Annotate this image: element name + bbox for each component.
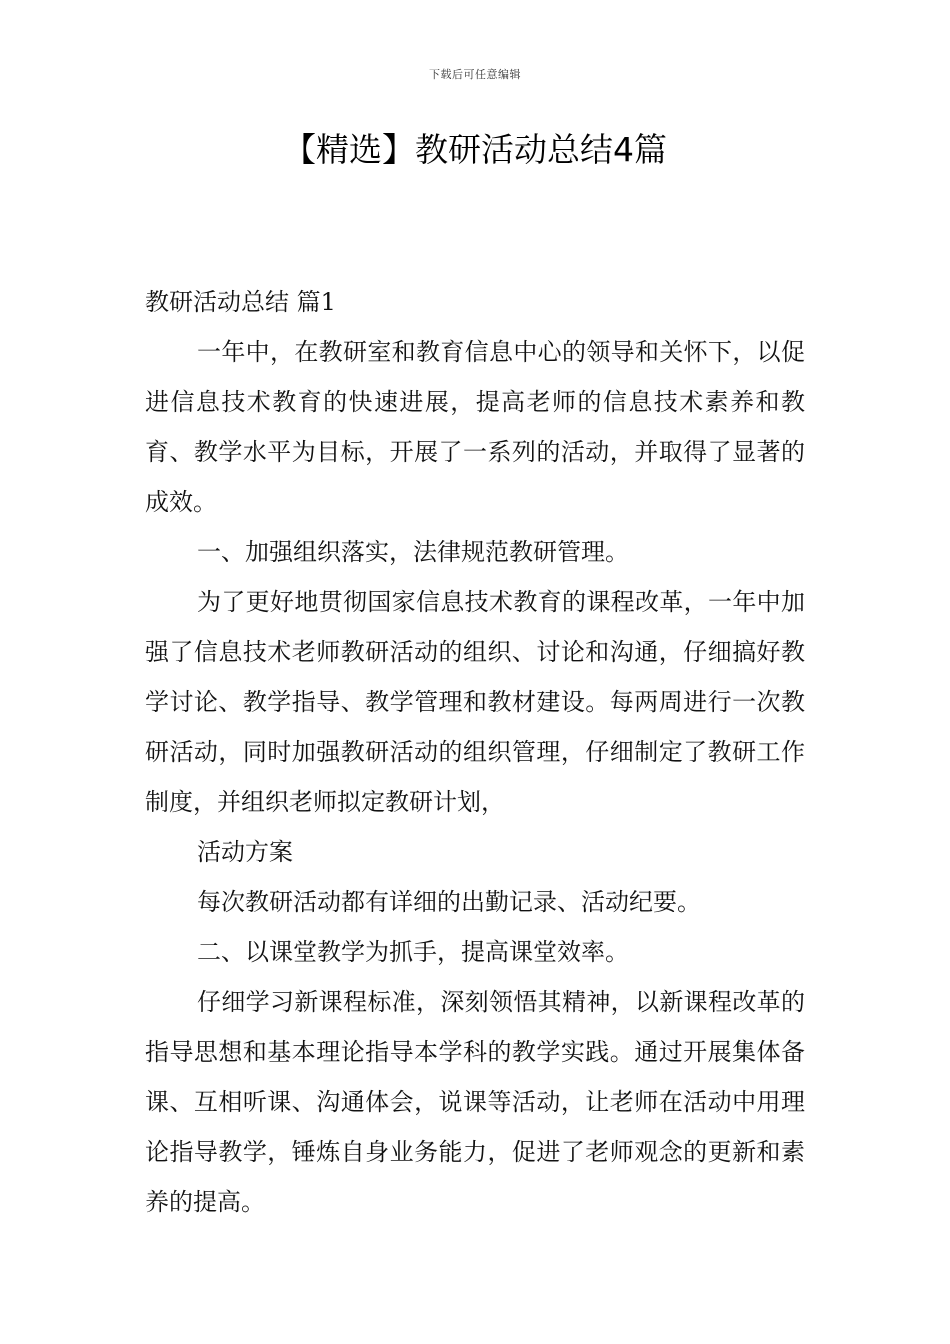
paragraph: 为了更好地贯彻国家信息技术教育的课程改革，一年中加强了信息技术老师教研活动的组织、讨论和沟通，仔细搞好教学讨论、教学指导、教学管理和教材建设。每两周进行一次教研活动，同时加强教研活动的组织管理，仔细制定了教研工作制度，并组织老师拟定教研计划，: [145, 588, 805, 816]
paragraph: 二、以课堂教学为抓手，提高课堂效率。: [197, 938, 629, 966]
paragraph: 一年中，在教研室和教育信息中心的领导和关怀下，以促进信息技术教育的快速进展，提高老师的信息技术素养和教育、教学水平为目标，开展了一系列的活动，并取得了显著的成效。: [145, 338, 805, 516]
paragraph: 活动方案: [197, 838, 293, 866]
paragraph: 一、加强组织落实，法律规范教研管理。: [197, 538, 629, 566]
section-heading: 教研活动总结 篇1: [145, 288, 336, 316]
document-body: [145, 277, 805, 1227]
paragraph: 每次教研活动都有详细的出勤记录、活动纪要。: [197, 888, 701, 916]
header-note: 下载后可任意编辑: [429, 68, 521, 81]
paragraph: 仔细学习新课程标准，深刻领悟其精神，以新课程改革的指导思想和基本理论指导本学科的教学实践。通过开展集体备课、互相听课、沟通体会，说课等活动，让老师在活动中用理论指导教学，锤炼自身业务能力，促进了老师观念的更新和素养的提高。: [145, 988, 805, 1216]
document-title: 【精选】教研活动总结4篇: [283, 130, 667, 169]
